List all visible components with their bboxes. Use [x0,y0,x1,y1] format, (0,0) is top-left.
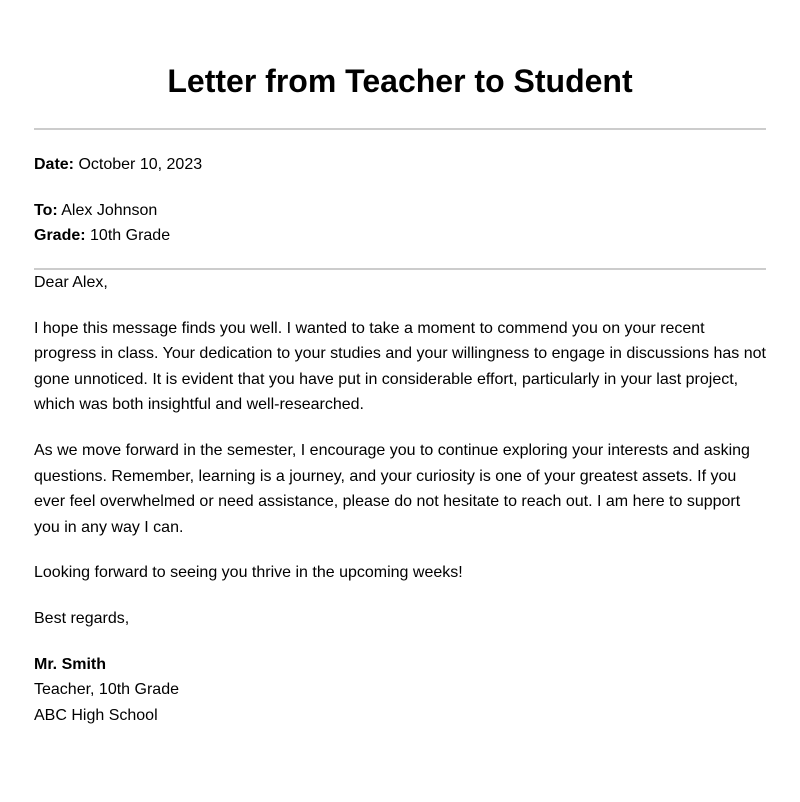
grade-line [34,223,766,248]
letter-header-info [34,152,766,248]
body-paragraph-2: As we move forward in the semester, I encourage you to continue exploring your interests and asking questions. Remember, learning is a journey, and your curiosity is one of your greatest assets. If you ever feel overwhelmed or need assistance, please do not hesitate to reach out. I am here to support you in any way I can. [34,441,750,536]
signer-school: ABC High School [34,706,158,724]
date-label: Date: [34,156,75,173]
signer-name: Mr. Smith [34,655,107,673]
grade-value: 10th Grade [90,227,171,244]
letter-body [34,270,766,632]
closing-line: Looking forward to seeing you thrive in the upcoming weeks! [34,564,463,582]
date-line [34,152,766,177]
body-paragraph-1: I hope this message finds you well. I wanted to take a moment to commend you on your recent progress in class. Your dedication to your studies and your willingness to engage in discussions has not gone unnoticed. It is evident that you have put in considerable effort, particularly in your last project, which was both insightful and well-researched. [34,319,766,414]
signature-block [34,652,766,729]
recipient-value: Alex Johnson [61,202,158,219]
recipient-label: To: [34,202,58,219]
sign-off: Best regards, [34,609,130,627]
top-divider [34,128,766,130]
date-value: October 10, 2023 [78,156,203,173]
signer-title: Teacher, 10th Grade [34,681,179,699]
recipient-line [34,198,766,223]
greeting: Dear Alex, [34,274,108,291]
page-title: Letter from Teacher to Student [167,63,633,99]
grade-label: Grade: [34,227,86,244]
